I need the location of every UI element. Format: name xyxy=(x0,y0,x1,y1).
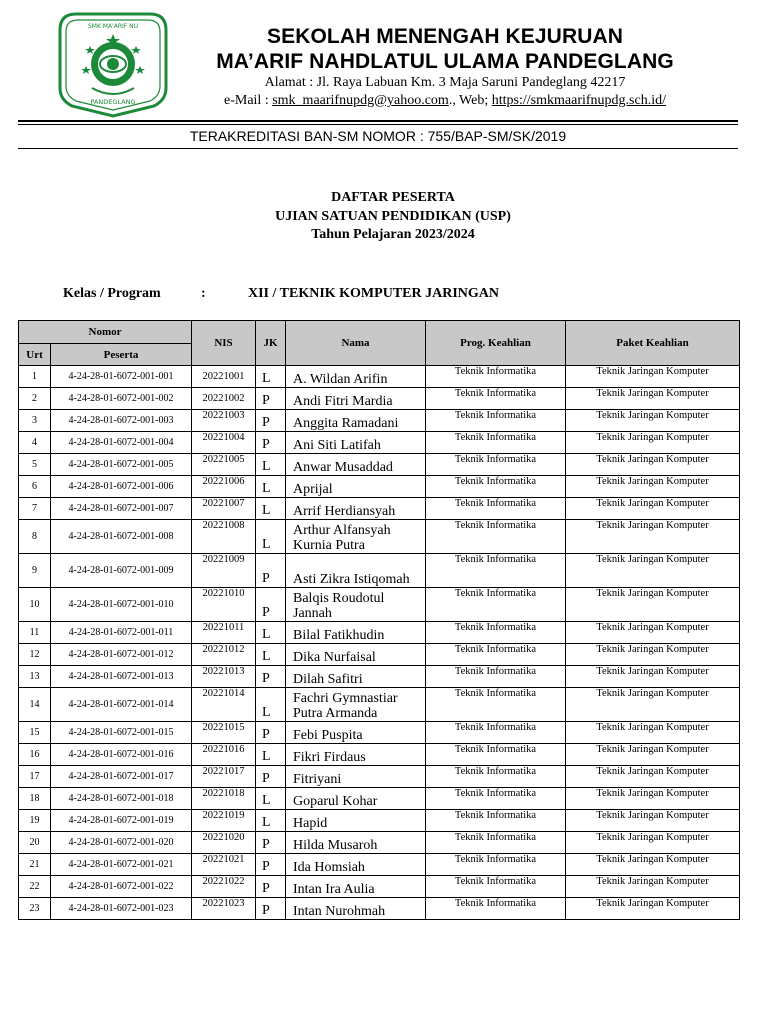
header-prog-keahlian: Prog. Keahlian xyxy=(426,321,566,366)
row-nama: Hapid xyxy=(286,810,426,832)
row-nama: Balqis Roudotul Jannah xyxy=(286,588,426,622)
table-row xyxy=(19,554,740,588)
row-jk: P xyxy=(256,432,286,454)
table-row xyxy=(19,722,740,744)
row-nis: 20221011 xyxy=(192,622,256,644)
row-nama: A. Wildan Arifin xyxy=(286,366,426,388)
row-paket-keahlian: Teknik Jaringan Komputer xyxy=(566,410,740,432)
row-nis: 20221008 xyxy=(192,520,256,554)
row-prog-keahlian: Teknik Informatika xyxy=(426,788,566,810)
row-prog-keahlian: Teknik Informatika xyxy=(426,722,566,744)
row-urt: 8 xyxy=(19,520,51,554)
table-row xyxy=(19,766,740,788)
row-peserta: 4-24-28-01-6072-001-010 xyxy=(51,588,192,622)
row-nis: 20221004 xyxy=(192,432,256,454)
participant-table xyxy=(18,320,740,920)
row-prog-keahlian: Teknik Informatika xyxy=(426,410,566,432)
row-nis: 20221006 xyxy=(192,476,256,498)
row-paket-keahlian: Teknik Jaringan Komputer xyxy=(566,722,740,744)
header-nis: NIS xyxy=(192,321,256,366)
row-peserta: 4-24-28-01-6072-001-019 xyxy=(51,810,192,832)
row-prog-keahlian: Teknik Informatika xyxy=(426,366,566,388)
row-paket-keahlian: Teknik Jaringan Komputer xyxy=(566,666,740,688)
row-paket-keahlian: Teknik Jaringan Komputer xyxy=(566,476,740,498)
row-prog-keahlian: Teknik Informatika xyxy=(426,388,566,410)
table-row xyxy=(19,520,740,554)
row-peserta: 4-24-28-01-6072-001-013 xyxy=(51,666,192,688)
table-row xyxy=(19,498,740,520)
row-jk: P xyxy=(256,666,286,688)
row-paket-keahlian: Teknik Jaringan Komputer xyxy=(566,810,740,832)
row-peserta: 4-24-28-01-6072-001-020 xyxy=(51,832,192,854)
kelas-colon: : xyxy=(201,286,206,301)
school-address: Alamat : Jl. Raya Labuan Km. 3 Maja Saruni Pandeglang 42217 xyxy=(264,75,626,90)
row-nama: Dika Nurfaisal xyxy=(286,644,426,666)
school-name-line2: MA’ARIF NAHDLATUL ULAMA PANDEGLANG xyxy=(216,50,674,73)
row-peserta: 4-24-28-01-6072-001-004 xyxy=(51,432,192,454)
row-prog-keahlian: Teknik Informatika xyxy=(426,476,566,498)
kelas-value: XII / TEKNIK KOMPUTER JARINGAN xyxy=(248,286,499,301)
row-urt: 5 xyxy=(19,454,51,476)
row-jk: L xyxy=(256,498,286,520)
table-row xyxy=(19,644,740,666)
row-nis: 20221023 xyxy=(192,898,256,920)
row-nama: Ani Siti Latifah xyxy=(286,432,426,454)
header-nomor: Nomor xyxy=(19,321,192,344)
svg-text:PANDEGLANG: PANDEGLANG xyxy=(90,98,136,106)
row-urt: 15 xyxy=(19,722,51,744)
email-link[interactable]: smk_maarifnupdg@yahoo.com xyxy=(272,93,449,108)
row-prog-keahlian: Teknik Informatika xyxy=(426,622,566,644)
row-peserta: 4-24-28-01-6072-001-003 xyxy=(51,410,192,432)
row-nis: 20221013 xyxy=(192,666,256,688)
row-nama: Dilah Safitri xyxy=(286,666,426,688)
row-jk: P xyxy=(256,388,286,410)
accreditation-divider xyxy=(18,148,738,149)
row-jk: L xyxy=(256,810,286,832)
row-peserta: 4-24-28-01-6072-001-015 xyxy=(51,722,192,744)
row-prog-keahlian: Teknik Informatika xyxy=(426,898,566,920)
exam-title: UJIAN SATUAN PENDIDIKAN (USP) xyxy=(275,209,511,224)
row-urt: 1 xyxy=(19,366,51,388)
row-nama: Aprijal xyxy=(286,476,426,498)
row-paket-keahlian: Teknik Jaringan Komputer xyxy=(566,766,740,788)
row-peserta: 4-24-28-01-6072-001-022 xyxy=(51,876,192,898)
row-prog-keahlian: Teknik Informatika xyxy=(426,666,566,688)
row-prog-keahlian: Teknik Informatika xyxy=(426,554,566,588)
academic-year: Tahun Pelajaran 2023/2024 xyxy=(311,227,475,242)
row-urt: 20 xyxy=(19,832,51,854)
row-jk: L xyxy=(256,644,286,666)
row-urt: 16 xyxy=(19,744,51,766)
web-label: ., Web; xyxy=(448,93,492,108)
row-prog-keahlian: Teknik Informatika xyxy=(426,832,566,854)
row-paket-keahlian: Teknik Jaringan Komputer xyxy=(566,366,740,388)
table-row xyxy=(19,454,740,476)
row-jk: P xyxy=(256,832,286,854)
accreditation-line: TERAKREDITASI BAN-SM NOMOR : 755/BAP-SM/SK/2019 xyxy=(189,128,567,144)
row-urt: 17 xyxy=(19,766,51,788)
row-prog-keahlian: Teknik Informatika xyxy=(426,766,566,788)
row-urt: 2 xyxy=(19,388,51,410)
row-jk: P xyxy=(256,722,286,744)
row-jk: P xyxy=(256,876,286,898)
row-nis: 20221003 xyxy=(192,410,256,432)
email-label: e-Mail : xyxy=(224,93,273,108)
row-jk: L xyxy=(256,788,286,810)
row-peserta: 4-24-28-01-6072-001-021 xyxy=(51,854,192,876)
table-row xyxy=(19,788,740,810)
row-peserta: 4-24-28-01-6072-001-016 xyxy=(51,744,192,766)
row-nama: Andi Fitri Mardia xyxy=(286,388,426,410)
row-peserta: 4-24-28-01-6072-001-018 xyxy=(51,788,192,810)
row-urt: 6 xyxy=(19,476,51,498)
header-peserta: Peserta xyxy=(51,344,192,366)
school-logo xyxy=(54,8,172,118)
table-row xyxy=(19,476,740,498)
row-jk: P xyxy=(256,854,286,876)
row-paket-keahlian: Teknik Jaringan Komputer xyxy=(566,588,740,622)
row-urt: 4 xyxy=(19,432,51,454)
row-nis: 20221012 xyxy=(192,644,256,666)
header-paket-keahlian: Paket Keahlian xyxy=(566,321,740,366)
row-jk: P xyxy=(256,766,286,788)
row-peserta: 4-24-28-01-6072-001-007 xyxy=(51,498,192,520)
row-peserta: 4-24-28-01-6072-001-011 xyxy=(51,622,192,644)
row-prog-keahlian: Teknik Informatika xyxy=(426,454,566,476)
row-paket-keahlian: Teknik Jaringan Komputer xyxy=(566,454,740,476)
row-urt: 19 xyxy=(19,810,51,832)
row-jk: L xyxy=(256,688,286,722)
row-peserta: 4-24-28-01-6072-001-001 xyxy=(51,366,192,388)
row-jk: L xyxy=(256,622,286,644)
row-urt: 23 xyxy=(19,898,51,920)
row-nis: 20221018 xyxy=(192,788,256,810)
row-nis: 20221005 xyxy=(192,454,256,476)
row-peserta: 4-24-28-01-6072-001-012 xyxy=(51,644,192,666)
row-paket-keahlian: Teknik Jaringan Komputer xyxy=(566,854,740,876)
row-paket-keahlian: Teknik Jaringan Komputer xyxy=(566,832,740,854)
row-paket-keahlian: Teknik Jaringan Komputer xyxy=(566,388,740,410)
kelas-label: Kelas / Program xyxy=(63,286,161,301)
row-peserta: 4-24-28-01-6072-001-006 xyxy=(51,476,192,498)
row-nis: 20221014 xyxy=(192,688,256,722)
table-row xyxy=(19,832,740,854)
row-paket-keahlian: Teknik Jaringan Komputer xyxy=(566,498,740,520)
row-jk: P xyxy=(256,554,286,588)
row-nama: Fachri Gymnastiar Putra Armanda xyxy=(286,688,426,722)
row-urt: 10 xyxy=(19,588,51,622)
row-nama: Intan Nurohmah xyxy=(286,898,426,920)
row-prog-keahlian: Teknik Informatika xyxy=(426,644,566,666)
row-jk: L xyxy=(256,744,286,766)
row-paket-keahlian: Teknik Jaringan Komputer xyxy=(566,898,740,920)
row-nama: Anggita Ramadani xyxy=(286,410,426,432)
table-row xyxy=(19,688,740,722)
row-nama: Fikri Firdaus xyxy=(286,744,426,766)
svg-text:SMK MA'ARIF NU: SMK MA'ARIF NU xyxy=(87,23,139,30)
row-urt: 12 xyxy=(19,644,51,666)
table-row xyxy=(19,432,740,454)
row-jk: P xyxy=(256,898,286,920)
row-prog-keahlian: Teknik Informatika xyxy=(426,810,566,832)
row-paket-keahlian: Teknik Jaringan Komputer xyxy=(566,788,740,810)
row-nama: Goparul Kohar xyxy=(286,788,426,810)
row-nama: Arrif Herdiansyah xyxy=(286,498,426,520)
row-nis: 20221021 xyxy=(192,854,256,876)
row-urt: 9 xyxy=(19,554,51,588)
row-prog-keahlian: Teknik Informatika xyxy=(426,688,566,722)
row-peserta: 4-24-28-01-6072-001-002 xyxy=(51,388,192,410)
row-peserta: 4-24-28-01-6072-001-009 xyxy=(51,554,192,588)
row-nis: 20221020 xyxy=(192,832,256,854)
row-prog-keahlian: Teknik Informatika xyxy=(426,588,566,622)
row-paket-keahlian: Teknik Jaringan Komputer xyxy=(566,622,740,644)
row-paket-keahlian: Teknik Jaringan Komputer xyxy=(566,876,740,898)
row-paket-keahlian: Teknik Jaringan Komputer xyxy=(566,554,740,588)
row-peserta: 4-24-28-01-6072-001-023 xyxy=(51,898,192,920)
contact-line xyxy=(180,92,710,109)
header-urt: Urt xyxy=(19,344,51,366)
row-nama: Arthur Alfansyah Kurnia Putra xyxy=(286,520,426,554)
row-nis: 20221010 xyxy=(192,588,256,622)
table-row xyxy=(19,744,740,766)
row-nis: 20221015 xyxy=(192,722,256,744)
school-name-line1: SEKOLAH MENENGAH KEJURUAN xyxy=(266,25,624,48)
table-row xyxy=(19,622,740,644)
row-paket-keahlian: Teknik Jaringan Komputer xyxy=(566,744,740,766)
row-prog-keahlian: Teknik Informatika xyxy=(426,876,566,898)
row-nama: Intan Ira Aulia xyxy=(286,876,426,898)
row-nis: 20221022 xyxy=(192,876,256,898)
table-row xyxy=(19,410,740,432)
row-nis: 20221016 xyxy=(192,744,256,766)
row-nama: Hilda Musaroh xyxy=(286,832,426,854)
row-jk: P xyxy=(256,410,286,432)
row-paket-keahlian: Teknik Jaringan Komputer xyxy=(566,688,740,722)
row-jk: L xyxy=(256,476,286,498)
header-nama: Nama xyxy=(286,321,426,366)
row-peserta: 4-24-28-01-6072-001-017 xyxy=(51,766,192,788)
header-divider xyxy=(18,120,738,122)
row-paket-keahlian: Teknik Jaringan Komputer xyxy=(566,644,740,666)
row-urt: 18 xyxy=(19,788,51,810)
table-row xyxy=(19,876,740,898)
header-divider-thin xyxy=(18,124,738,125)
row-jk: L xyxy=(256,366,286,388)
row-nis: 20221017 xyxy=(192,766,256,788)
table-row xyxy=(19,588,740,622)
table-row xyxy=(19,388,740,410)
row-urt: 7 xyxy=(19,498,51,520)
row-urt: 11 xyxy=(19,622,51,644)
table-row xyxy=(19,366,740,388)
row-nama: Anwar Musaddad xyxy=(286,454,426,476)
row-nis: 20221009 xyxy=(192,554,256,588)
table-body xyxy=(19,366,740,920)
row-urt: 21 xyxy=(19,854,51,876)
row-prog-keahlian: Teknik Informatika xyxy=(426,854,566,876)
row-nama: Ida Homsiah xyxy=(286,854,426,876)
row-prog-keahlian: Teknik Informatika xyxy=(426,498,566,520)
row-urt: 3 xyxy=(19,410,51,432)
row-nama: Fitriyani xyxy=(286,766,426,788)
table-row xyxy=(19,810,740,832)
row-jk: L xyxy=(256,454,286,476)
row-nis: 20221019 xyxy=(192,810,256,832)
row-nis: 20221002 xyxy=(192,388,256,410)
table-row xyxy=(19,666,740,688)
website-link[interactable]: https://smkmaarifnupdg.sch.id/ xyxy=(491,93,666,108)
row-paket-keahlian: Teknik Jaringan Komputer xyxy=(566,432,740,454)
row-jk: P xyxy=(256,588,286,622)
row-jk: L xyxy=(256,520,286,554)
header-jk: JK xyxy=(256,321,286,366)
row-prog-keahlian: Teknik Informatika xyxy=(426,520,566,554)
row-peserta: 4-24-28-01-6072-001-008 xyxy=(51,520,192,554)
table-row xyxy=(19,898,740,920)
row-nis: 20221007 xyxy=(192,498,256,520)
table-row xyxy=(19,854,740,876)
row-urt: 22 xyxy=(19,876,51,898)
row-prog-keahlian: Teknik Informatika xyxy=(426,432,566,454)
row-nama: Asti Zikra Istiqomah xyxy=(286,554,426,588)
row-nama: Febi Puspita xyxy=(286,722,426,744)
row-nama: Bilal Fatikhudin xyxy=(286,622,426,644)
row-nis: 20221001 xyxy=(192,366,256,388)
row-urt: 14 xyxy=(19,688,51,722)
row-paket-keahlian: Teknik Jaringan Komputer xyxy=(566,520,740,554)
row-urt: 13 xyxy=(19,666,51,688)
row-peserta: 4-24-28-01-6072-001-014 xyxy=(51,688,192,722)
document-title: DAFTAR PESERTA xyxy=(331,190,455,205)
row-prog-keahlian: Teknik Informatika xyxy=(426,744,566,766)
row-peserta: 4-24-28-01-6072-001-005 xyxy=(51,454,192,476)
